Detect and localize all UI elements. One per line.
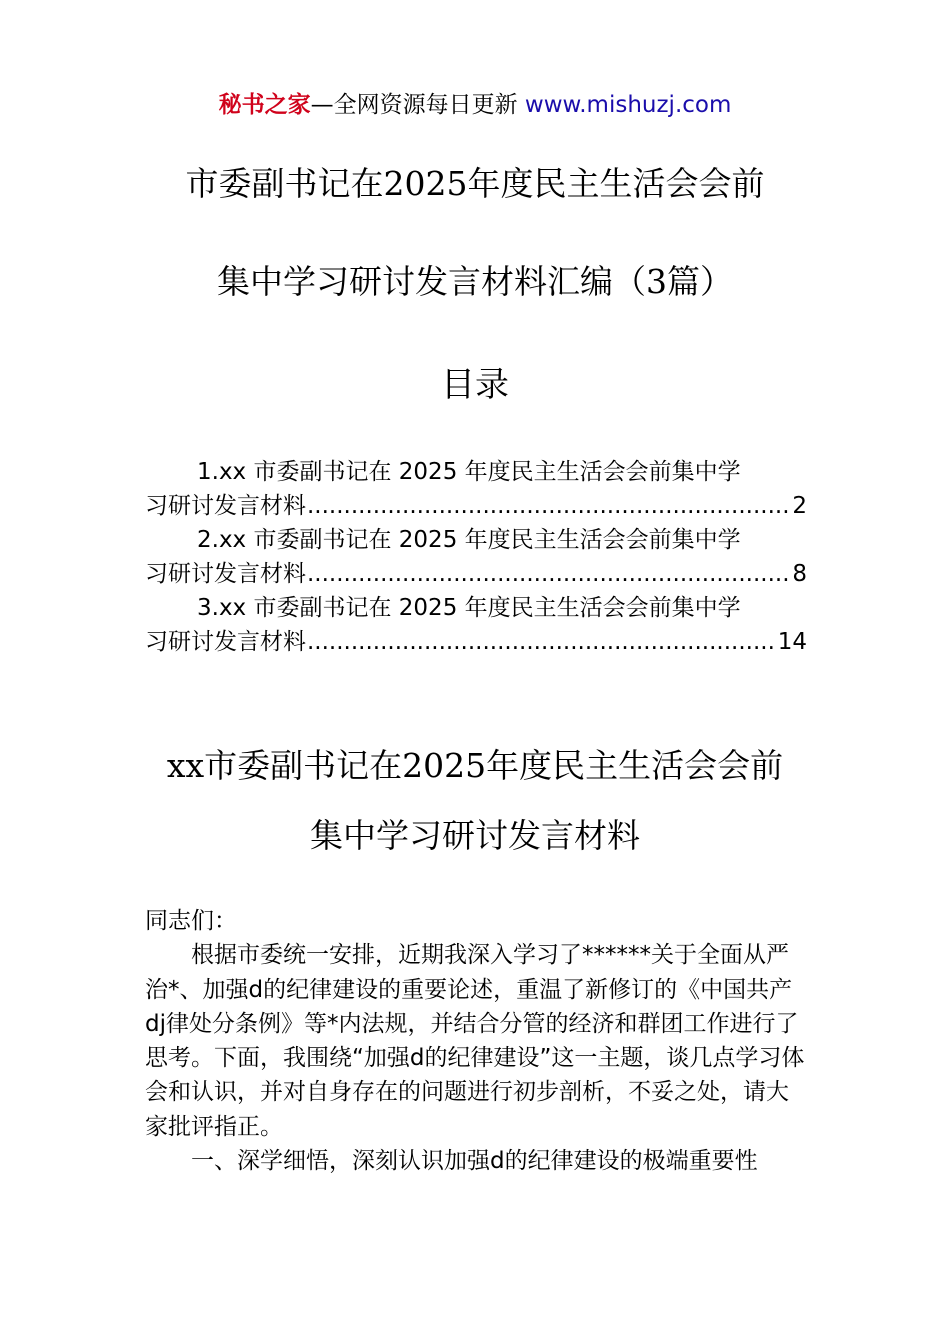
site-header xyxy=(0,88,950,122)
toc-entry-page: 2 xyxy=(792,493,807,519)
header-slogan: —全网资源每日更新 xyxy=(310,92,525,118)
toc-dot-leader xyxy=(307,557,791,591)
toc-entry-title: 2.xx 市委副书记在 2025 年度民主生活会会前集中学 xyxy=(197,527,741,553)
toc-entry-title-cont: 习研讨发言材料 xyxy=(145,629,306,655)
table-of-contents xyxy=(145,455,807,659)
toc-entry-title: 3.xx 市委副书记在 2025 年度民主生活会会前集中学 xyxy=(197,595,741,621)
brand-name: 秘书之家 xyxy=(218,92,311,118)
toc-entry-title-cont: 习研讨发言材料 xyxy=(145,561,306,587)
greeting: 同志们： xyxy=(145,908,237,934)
toc-entry-2[interactable] xyxy=(145,523,807,591)
site-url-link[interactable]: www.mishuzj.com xyxy=(524,92,732,118)
toc-entry-title-cont: 习研讨发言材料 xyxy=(145,493,306,519)
document-title-line-1: 市委副书记在2025年度民主生活会会前 xyxy=(185,164,765,203)
toc-dot-leader xyxy=(307,625,777,659)
toc-dot-leader xyxy=(307,489,791,523)
toc-entry-1[interactable] xyxy=(145,455,807,523)
body-paragraph: 根据市委统一安排，近期我深入学习了******关于全面从严治*、加强d的纪律建设的重要论述，重温了新修订的《中国共产dj律处分条例》等*内法规，并结合分管的经济和群团工作进行了思考。下面，我围绕“加强d的纪律建设”这一主题，谈几点学习体会和认识，并对自身存在的问题进行初步剖析，不妥之处，请大家批评指正。 xyxy=(145,942,805,1140)
toc-entry-3[interactable] xyxy=(145,591,807,659)
section-body xyxy=(145,904,807,1178)
document-title-line-2: 集中学习研讨发言材料汇编（3篇） xyxy=(217,262,733,301)
toc-entry-page: 8 xyxy=(792,561,807,587)
section-title-line-2: 集中学习研讨发言材料 xyxy=(310,816,640,855)
toc-entry-title: 1.xx 市委副书记在 2025 年度民主生活会会前集中学 xyxy=(197,459,741,485)
toc-entry-page: 14 xyxy=(777,629,807,655)
subheading: 一、深学细悟，深刻认识加强d的纪律建设的极端重要性 xyxy=(191,1148,758,1175)
toc-heading: 目录 xyxy=(441,365,509,405)
section-title-line-1: xx市委副书记在2025年度民主生活会会前 xyxy=(166,746,784,785)
